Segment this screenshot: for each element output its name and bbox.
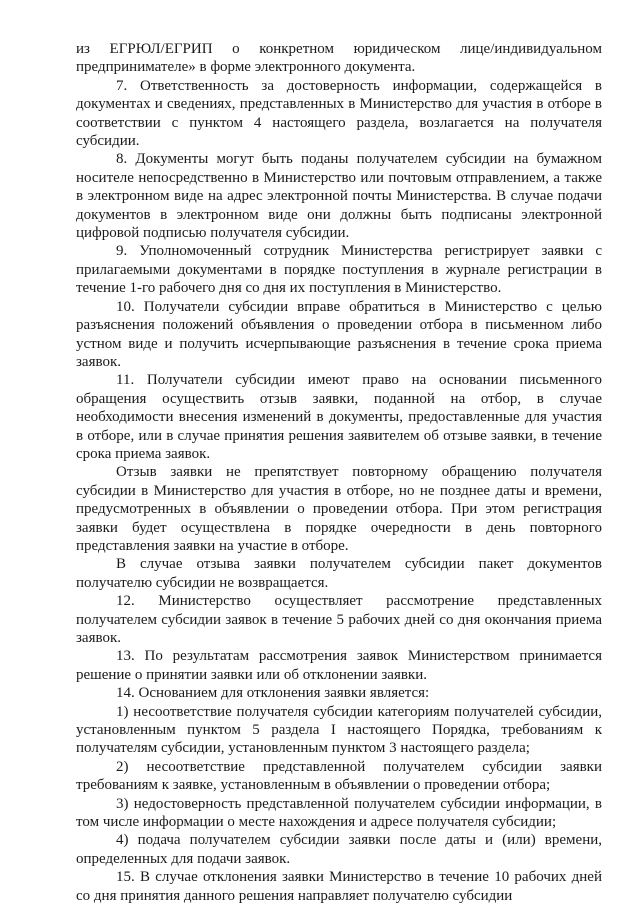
document-page — [76, 40, 602, 905]
paragraph-7-responsibility: 7. Ответственность за достоверность информации, содержащейся в документах и сведениях, представленных в Министерство для участия в отборе в соответствии с пунктом 4 настоящего раздела, возлагается на получателя субсидии. — [76, 77, 602, 150]
paragraph-14-rejection-grounds: 14. Основанием для отклонения заявки является: — [116, 685, 430, 702]
paragraph-14-item-2: 2) несоответствие представленной получателем субсидии заявки требованиям к заявке, установленным в объявлении о проведении отбора; — [76, 758, 602, 794]
paragraph-15-rejection-notice: 15. В случае отклонения заявки Министерство в течение 10 рабочих дней со дня принятия данного решения направляет получателю субсидии — [76, 869, 602, 904]
paragraph-11-documents-not-returned: В случае отзыва заявки получателем субсидии пакет документов получателю субсидии не возвращается. — [76, 556, 602, 591]
paragraph-13-decision: 13. По результатам рассмотрения заявок Министерством принимается решение о принятии заявки или об отклонении заявки. — [76, 648, 602, 683]
paragraph-11-withdrawal: 11. Получатели субсидии имеют право на основании письменного обращения осуществить отзыв заявки, поданной на отбор, в случае необходимости внесения изменений в документы, предоставленные для участия в отборе, или в случае принятия решения заявителем об отзыве заявки, в течение срока приема заявок. — [76, 372, 602, 462]
paragraph-14-item-4: 4) подача получателем субсидии заявки после даты и (или) времени, определенных для подачи заявок. — [76, 832, 602, 867]
paragraph-14-item-3: 3) недостоверность представленной получателем субсидии информации, в том числе информации о месте нахождения и адресе получателя субсидии; — [76, 795, 602, 831]
paragraph-egrul-continuation: из ЕГРЮЛ/ЕГРИП о конкретном юридическом лице/индивидуальном предпринимателе» в форме электронного документа. — [76, 41, 602, 76]
paragraph-9-registration: 9. Уполномоченный сотрудник Министерства регистрирует заявки с прилагаемыми документами в порядке поступления в журнале регистрации в течение 1-го рабочего дня со дня их поступления в Министерство. — [76, 243, 602, 297]
paragraph-11-repeat-application: Отзыв заявки не препятствует повторному обращению получателя субсидии в Министерство для участия в отборе, но не позднее даты и времени, предусмотренных в объявлении о проведении отбора. При этом регистрация заявки будет осуществлена в порядке очередности в день повторного представления заявки на участие в отборе. — [76, 464, 602, 554]
paragraph-10-clarification: 10. Получатели субсидии вправе обратиться в Министерство с целью разъяснения положений объявления о проведении отбора в письменном либо устном виде и получить исчерпывающие разъяснения в течение срока приема заявок. — [76, 298, 602, 370]
paragraph-8-document-submission: 8. Документы могут быть поданы получателем субсидии на бумажном носителе непосредственно в Министерство или почтовым отправлением, а также в электронном виде на адрес электронной почты Министерства. В случае подачи документов в электронном виде они должны быть подписаны электронной цифровой подписью получателя субсидии. — [76, 151, 602, 242]
paragraph-12-review: 12. Министерство осуществляет рассмотрение представленных получателем субсидии заявок в течение 5 рабочих дней со дня окончания приема заявок. — [76, 593, 602, 646]
paragraph-14-item-1: 1) несоответствие получателя субсидии категориям получателей субсидии, установленным пунктом 5 раздела I настоящего Порядка, требованиям к получателям субсидии, установленным пунктом 3 настоящего раздела; — [76, 703, 602, 757]
